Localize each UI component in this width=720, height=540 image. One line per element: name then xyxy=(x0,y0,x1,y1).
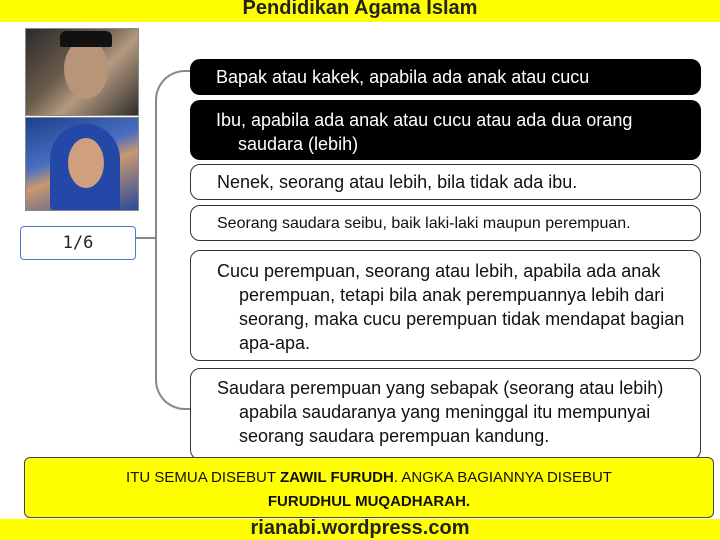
banner-text-1: ITU SEMUA DISEBUT xyxy=(126,469,280,486)
footer-url: rianabi.wordpress.com xyxy=(250,517,470,539)
item-box-5 xyxy=(190,250,701,361)
item-box-3 xyxy=(190,164,701,200)
fraction-box xyxy=(20,226,136,260)
item-box-2 xyxy=(190,100,701,160)
bracket-link xyxy=(136,237,156,239)
summary-banner xyxy=(24,457,714,518)
item-box-4 xyxy=(190,205,701,241)
fraction-label: 1/6 xyxy=(62,233,94,253)
item-box-6 xyxy=(190,368,701,460)
banner-term-2: FURUDHUL MUQADHARAH. xyxy=(267,493,471,510)
item-text-4: Seorang saudara seibu, baik laki-laki maupun perempuan. xyxy=(217,215,631,232)
item-box-1 xyxy=(190,59,701,95)
item-text-2: Ibu, apabila ada anak atau cucu atau ada dua orang saudara (lebih) xyxy=(216,110,633,154)
old-woman-photo xyxy=(25,117,139,211)
footer-bar xyxy=(0,519,720,540)
old-man-face xyxy=(64,39,108,99)
item-text-3: Nenek, seorang atau lebih, bila tidak ada ibu. xyxy=(217,172,578,192)
old-woman-face xyxy=(68,138,104,188)
item-text-5: Cucu perempuan, seorang atau lebih, apabila ada anak perempuan, tetapi bila anak perempuannya lebih dari seorang, maka cucu perempuan tidak mendapat bagian apa-apa. xyxy=(217,261,685,353)
item-text-6: Saudara perempuan yang sebapak (seorang atau lebih) apabila saudaranya yang meninggal itu mempunyai seorang saudara perempuan kandung. xyxy=(217,378,664,446)
banner-term-1: ZAWIL FURUDH xyxy=(279,469,394,486)
old-man-hat xyxy=(60,31,112,47)
page-title: Pendidikan Agama Islam xyxy=(242,0,478,19)
title-bar xyxy=(0,0,720,22)
old-man-photo xyxy=(25,28,139,116)
banner-text-2: . ANGKA BAGIANNYA DISEBUT xyxy=(393,469,612,486)
item-text-1: Bapak atau kakek, apabila ada anak atau cucu xyxy=(216,67,590,87)
